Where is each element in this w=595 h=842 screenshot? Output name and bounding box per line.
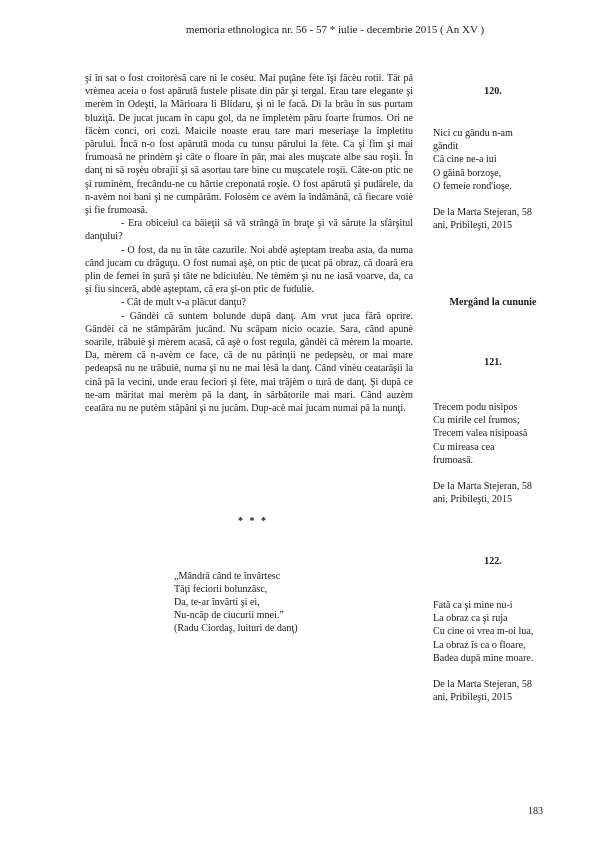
- page-number: 183: [528, 806, 543, 817]
- paragraph: - Cât de mult v-a plăcut danţu?: [121, 297, 247, 309]
- poem-line: Badea după mine moare.: [433, 652, 534, 664]
- source-line: ani, Pribileşti, 2015: [433, 220, 513, 232]
- source-line: De la Marta Stejeran, 58: [433, 207, 532, 219]
- poem-line: Că cine ne-a iui: [433, 154, 497, 166]
- poem-line: Fată ca şi mine nu-i: [433, 600, 513, 611]
- quoted-verse: [174, 570, 298, 635]
- poem-line: Nici cu gându n-am: [433, 128, 513, 139]
- poem-line: Cu cine oi vrea m-oi lua,: [433, 626, 534, 638]
- verse-line: Nu-ncăp de ciucurii mnei.”: [174, 610, 284, 621]
- poem-line: Trecem podu nisipos: [433, 402, 518, 413]
- paragraph: - O fost, da nu în tăte cazurile. Noi abdè aşteptam treaba asta, da numa când jucam cu drăguţu. O fost numai aşè, on ptic de ţucat pă obraz, că doară era plin de femei în şură şi tăte ne bdiciulèu. Ne tèmèm şi nu ne iasă voarve, da, ca şi fiu sinceră, abdè aşteptam, că era şi-on ptic de fudulie.: [85, 244, 413, 296]
- poem-number-120: 120.: [484, 86, 502, 97]
- paragraph: şi în sat o fost croitorèsă care ni le cosèu. Mai puţâne fète îşi făcèu rotii. Tăt pă vrèmea aceia o fost apărută fustele plisate din păr şi tergal. Erau tare elegante şi merèm în Odeşti, la Mărioara li Blidaru, şi ni le facă. Di la brău în sus purtam bluziţă. De jucat jucam în capu gol, da ne împletèm păru foarte frumos. Ori ne făcèm conci, ori cozi. Maicile noaste erau tare mari meseriaşe la împletitu părului. Încă n-o fost apărută moda cu tunsu părului la fète. Ca şi fim şi mai frumoasă ne prindèm şi câte o floare în păr, mai ales muşcate albe sau roşii. În danţ ni să roşèu obrajii şi să asortau tare bine cu muşcatele roşii. Câte-on ptic ne şi ruminèm, frecându-ne cu hârtie creponată roşie. O fost apărută şi pudărele, da n-avèm noi bani şi ne cumpărăm. Folosèm ce avèm la îndâmână, că fiecare voiè şi fie frumoasă.: [85, 73, 413, 217]
- source-line: De la Marta Stejeran, 58: [433, 679, 532, 691]
- poem-line: Cu mirile cel frumos;: [433, 415, 520, 427]
- source-line: ani, Pribileşti, 2015: [433, 692, 513, 704]
- source-line: De la Marta Stejeran, 58: [433, 481, 532, 493]
- poem-source: [433, 678, 553, 704]
- poem-line: frumoasă.: [433, 454, 474, 466]
- section-title: Mergând la cununie: [449, 297, 537, 308]
- poem-source: [433, 480, 553, 506]
- poem-source: [433, 206, 553, 232]
- source-line: ani, Pribileşti, 2015: [433, 494, 513, 506]
- poem-line: La obraz ca şi ruja: [433, 613, 508, 625]
- poem-line: Trecem valea nisipoasă: [433, 428, 528, 440]
- poem-line: gândit: [433, 141, 459, 153]
- poem-line: Cu mireasa cea: [433, 441, 495, 453]
- section-separator: * * *: [238, 516, 268, 527]
- poem-120: [433, 127, 553, 232]
- poem-line: O găină borzoşe,: [433, 167, 502, 179]
- verse-line: „Mândră când te învârtesc: [174, 571, 281, 582]
- poem-line: O femeie rond'ioşe.: [433, 180, 512, 192]
- poem-121: [433, 401, 553, 506]
- poem-line: La obraz îs ca o floare,: [433, 639, 526, 651]
- main-text-column: [85, 72, 413, 415]
- verse-line: Tăţi feciorii bolunzăsc,: [174, 584, 268, 595]
- poem-number-121: 121.: [484, 357, 502, 368]
- verse-line: Da, te-ar învârti şi ei,: [174, 597, 260, 608]
- paragraph: - Era obiceiul ca băieţii să vă strângă în braţe şi vă sărute la sfârşitul danţului?: [85, 218, 413, 243]
- poem-number-122: 122.: [484, 556, 502, 567]
- paragraph: - Gândèi că suntem bolunde după danţ. Am vrut juca fără oprire. Gândèi că ne stâmpărăm jucând. Nu scăpam nicio ocazie. Sara, când apunè soarile, trăbuiè şi mèrem acasă, că aşè o fost regula, gândèi că mèrem la moarte. Da, mèrem că n-avèm ce face, că de nu părinţii ne pedepsèu, or mai mare pedeapsă nu ne trăbuiè, numa şi nu ne mai lèsă la danţ. Când vinèu ceatarăşii la cină pă la vecini, unde erau feciori şi fète, mai trăjèm o tură de danţ. Şi după ce ne-am măritat mai merèm pă la danţ, în sărbătorile mai mari. Când auzèm ceatăra nu ne putèm stăpâni şi nu jucăm. Dup-acè mai jucam numai pă la nunţi.: [85, 310, 413, 415]
- poem-122: [433, 599, 553, 704]
- verse-attribution: (Radu Ciordaş, luituri de danţ): [174, 623, 298, 634]
- running-header: memoria ethnologica nr. 56 - 57 * iulie - decembrie 2015 ( An XV ): [185, 24, 485, 36]
